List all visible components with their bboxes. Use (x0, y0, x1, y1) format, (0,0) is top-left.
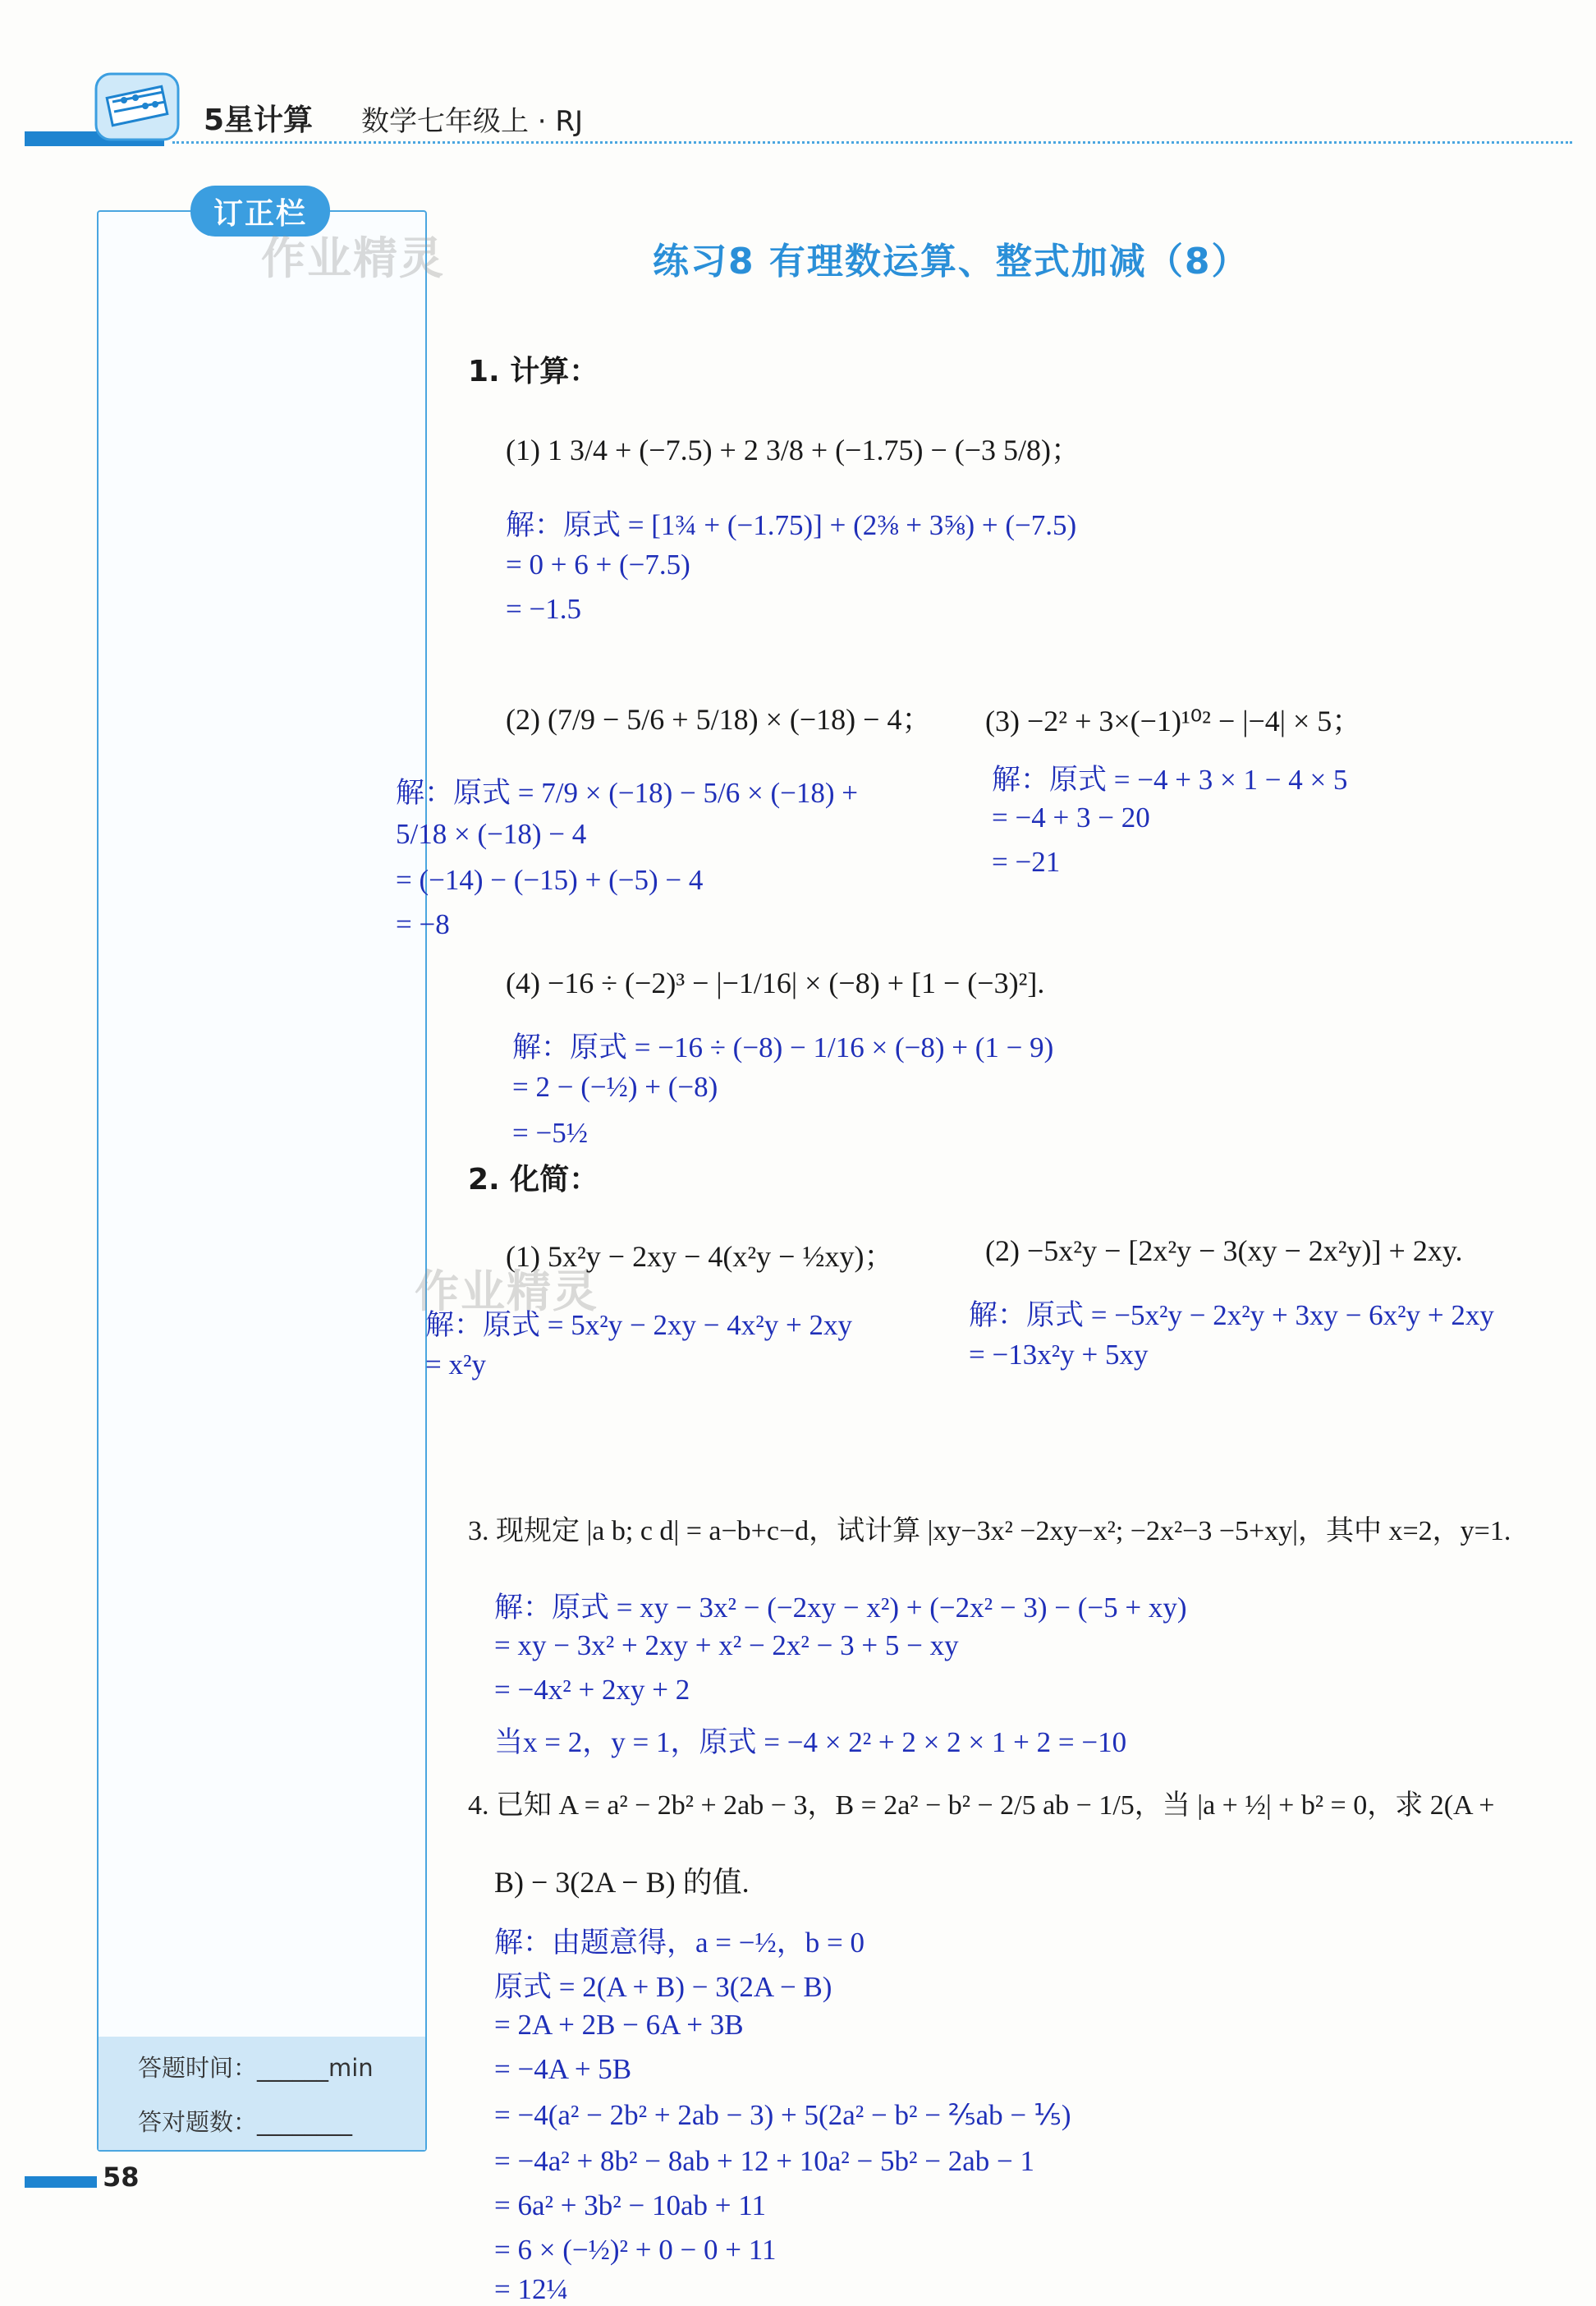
correct-count-label: 答对题数：________ (138, 2108, 353, 2136)
q2-part2-solution: 解：原式 = −5x²y − 2x²y + 3xy − 6x²y + 2xy (969, 1299, 1494, 1331)
book-title: 数学七年级上 · RJ (361, 105, 584, 138)
q3-solution: = −4x² + 2xy + 2 (494, 1674, 690, 1706)
q4-solution: = −4a² + 8b² − 8ab + 12 + 10a² − 5b² − 2ab − 1 (494, 2145, 1035, 2177)
q4-solution: 解：由题意得，a = −½，b = 0 (494, 1927, 865, 1959)
header-divider (172, 141, 1572, 144)
correction-column (97, 210, 427, 2152)
correction-tab: 订正栏 (190, 186, 330, 237)
q1-part3-solution: = −21 (992, 846, 1061, 878)
q1-part2-solution: 解：原式 = 7/9 × (−18) − 5/6 × (−18) + (396, 777, 858, 809)
q4-solution: 原式 = 2(A + B) − 3(2A − B) (494, 1971, 832, 2003)
q1-part4: (4) −16 ÷ (−2)³ − |−1/16| × (−8) + [1 − (−3)²]. (506, 967, 1045, 999)
q4-solution: = −4A + 5B (494, 2053, 632, 2085)
q1-part3-solution: 解：原式 = −4 + 3 × 1 − 4 × 5 (992, 764, 1348, 796)
q2-part2-solution: = −13x²y + 5xy (969, 1339, 1149, 1371)
page-number-bar (25, 2176, 97, 2188)
q2-heading: 2. 化简： (468, 1163, 599, 1197)
q4-solution: = 6a² + 3b² − 10ab + 11 (494, 2189, 766, 2221)
q4-stem: 4. 已知 A = a² − 2b² + 2ab − 3，B = 2a² − b² − 2/5 ab − 1/5，当 |a + ½| + b² = 0，求 2(A + (468, 1790, 1495, 1821)
q2-part1-solution: = x²y (425, 1348, 486, 1380)
q1-part1-solution: 解：原式 = [1¾ + (−1.75)] + (2⅜ + 3⅝) + (−7.5) (506, 509, 1077, 541)
q2-part2: (2) −5x²y − [2x²y − 3(xy − 2x²y)] + 2xy. (985, 1234, 1463, 1267)
q1-part4-solution: 解：原式 = −16 ÷ (−8) − 1/16 × (−8) + (1 − 9) (512, 1031, 1054, 1063)
q1-part2-solution: = −8 (396, 908, 450, 940)
q1-part1-solution: = 0 + 6 + (−7.5) (506, 549, 690, 581)
q3-solution: 解：原式 = xy − 3x² − (−2xy − x²) + (−2x² − 3) − (−5 + xy) (494, 1592, 1187, 1624)
q4-stem: B) − 3(2A − B) 的值. (494, 1866, 750, 1899)
time-label: 答题时间：______min (138, 2054, 374, 2082)
q1-part4-solution: = −5½ (512, 1117, 588, 1149)
page-number: 58 (103, 2161, 140, 2193)
q1-part2-solution: = (−14) − (−15) + (−5) − 4 (396, 864, 704, 896)
q4-solution: = 12¼ (494, 2273, 568, 2305)
q1-part2: (2) (7/9 − 5/6 + 5/18) × (−18) − 4； (506, 703, 932, 736)
q4-solution: = −4(a² − 2b² + 2ab − 3) + 5(2a² − b² − ⅖ab − ⅕) (494, 2099, 1071, 2131)
q4-solution: = 6 × (−½)² + 0 − 0 + 11 (494, 2234, 777, 2266)
watermark: 作业精灵 (261, 232, 445, 284)
q2-part1: (1) 5x²y − 2xy − 4(x²y − ½xy)； (506, 1240, 894, 1273)
exercise-title: 练习8 有理数运算、整式加减（8） (653, 241, 1250, 283)
q1-part1: (1) 1 3/4 + (−7.5) + 2 3/8 + (−1.75) − (−3 5/8)； (506, 434, 1081, 466)
q2-part1-solution: 解：原式 = 5x²y − 2xy − 4x²y + 2xy (425, 1309, 852, 1341)
q1-part3-solution: = −4 + 3 − 20 (992, 802, 1150, 834)
brand-name: 5星计算 (204, 103, 314, 137)
q1-part3: (3) −2² + 3×(−1)¹⁰² − |−4| × 5； (985, 705, 1362, 737)
q1-part1-solution: = −1.5 (506, 593, 581, 625)
q3-solution: 当x = 2，y = 1，原式 = −4 × 2² + 2 × 2 × 1 + 2 = −10 (494, 1726, 1127, 1758)
q3-stem: 3. 现规定 |a b; c d| = a−b+c−d，试计算 |xy−3x² −2xy−x²; −2x²−3 −5+xy|，其中 x=2，y=1. (468, 1516, 1511, 1546)
abacus-icon (94, 67, 181, 145)
q1-part2-solution: 5/18 × (−18) − 4 (396, 818, 587, 850)
watermark: 作业精灵 (415, 1266, 598, 1317)
q1-heading: 1. 计算： (468, 355, 599, 388)
q3-solution: = xy − 3x² + 2xy + x² − 2x² − 3 + 5 − xy (494, 1629, 959, 1661)
q1-part4-solution: = 2 − (−½) + (−8) (512, 1071, 718, 1103)
q4-solution: = 2A + 2B − 6A + 3B (494, 2009, 744, 2041)
